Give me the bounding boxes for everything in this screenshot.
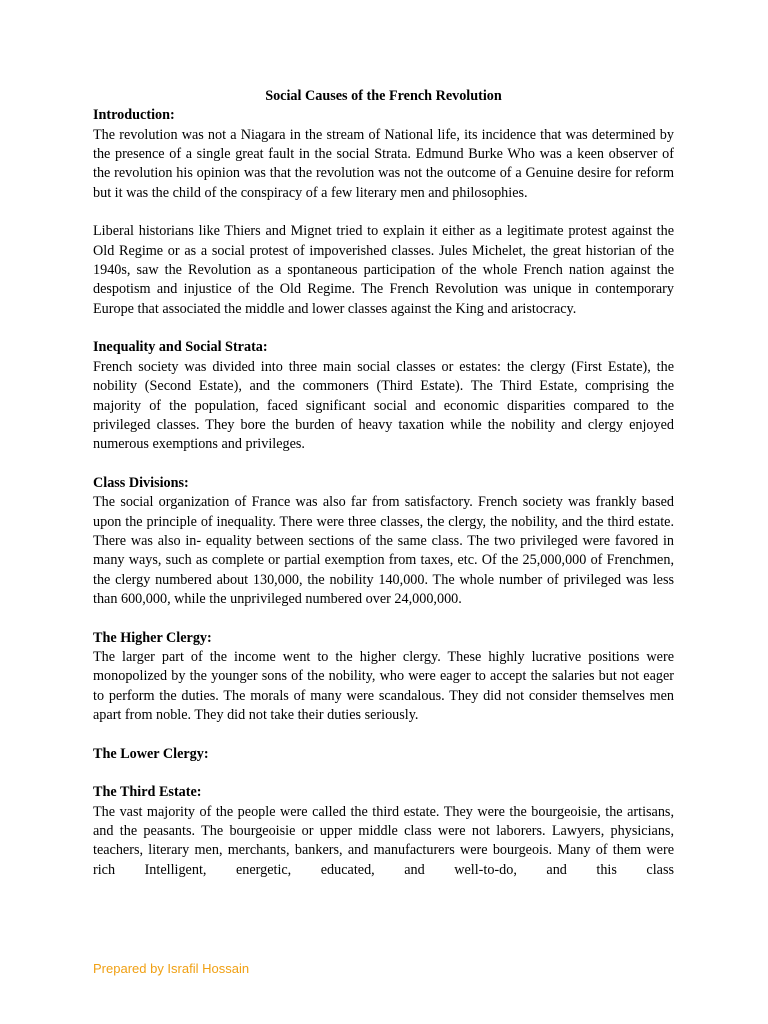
section-lower-clergy <box>93 745 674 764</box>
section-third-estate <box>93 783 674 880</box>
footer-author: Prepared by Israfil Hossain <box>93 961 250 976</box>
section-heading: The Higher Clergy: <box>93 629 212 646</box>
section-introduction <box>93 106 674 319</box>
section-higher-clergy <box>93 629 674 726</box>
paragraph: The revolution was not a Niagara in the stream of National life, its incidence that was determined by the presence of a single great fault in the social Strata. Edmund Burke Who was a keen observer of the revolution his opinion was that the revolution was not the outcome of a Genuine desire for reform but it was the child of the conspiracy of a few literary men and philosophies. <box>93 126 674 201</box>
paragraph: French society was divided into three main social classes or estates: the clergy (First Estate), the nobility (Second Estate), and the commoners (Third Estate). The Third Estate, comprising the majority of the population, faced significant social and economic disparities compared to the privileged classes. They bore the burden of heavy taxation while the nobility and clergy enjoyed numerous exemptions and privileges. <box>93 358 674 453</box>
document-body <box>93 87 674 899</box>
section-heading: Inequality and Social Strata: <box>93 339 268 356</box>
section-heading: Class Divisions: <box>93 474 189 491</box>
paragraph: Liberal historians like Thiers and Mignet tried to explain it either as a legitimate protest against the Old Regime or as a social protest of impoverished classes. Jules Michelet, the great historian of the 1940s, saw the Revolution as a spontaneous participation of the whole French nation against the despotism and injustice of the Old Regime. The French Revolution was unique in contemporary Europe that associated the middle and lower classes against the King and aristocracy. <box>93 223 674 317</box>
section-heading: The Lower Clergy: <box>93 745 209 762</box>
paragraph: The vast majority of the people were called the third estate. They were the bourgeoisie, the artisans, and the peasants. The bourgeoisie or upper middle class were not laborers. Lawyers, physicians, teachers, literary men, merchants, bankers, and manufacturers were bourgeois. Many of them were rich Intelligent, energetic, educated, and well-to-do, and this class <box>93 803 674 878</box>
section-class-divisions <box>93 474 674 609</box>
paragraph: The social organization of France was also far from satisfactory. French society was frankly based upon the principle of inequality. There were three classes, the clergy, the nobility, and the third estate. There was also in- equality between sections of the same class. The two privileged were favored in many ways, such as complete or partial exemption from taxes, etc. Of the 25,000,000 of Frenchmen, the clergy numbered about 130,000, the nobility 140,000. The whole number of privileged was less than 600,000, while the unprivileged numbered over 24,000,000. <box>93 494 674 607</box>
section-heading: Introduction: <box>93 107 175 124</box>
paragraph: The larger part of the income went to the higher clergy. These highly lucrative positions were monopolized by the younger sons of the nobility, who were eager to accept the salaries but not eager to perform the duties. The morals of many were scandalous. They did not consider themselves men apart from noble. They did not take their duties seriously. <box>93 648 674 723</box>
document-title: Social Causes of the French Revolution <box>265 88 502 104</box>
section-heading: The Third Estate: <box>93 784 202 801</box>
section-inequality <box>93 338 674 454</box>
